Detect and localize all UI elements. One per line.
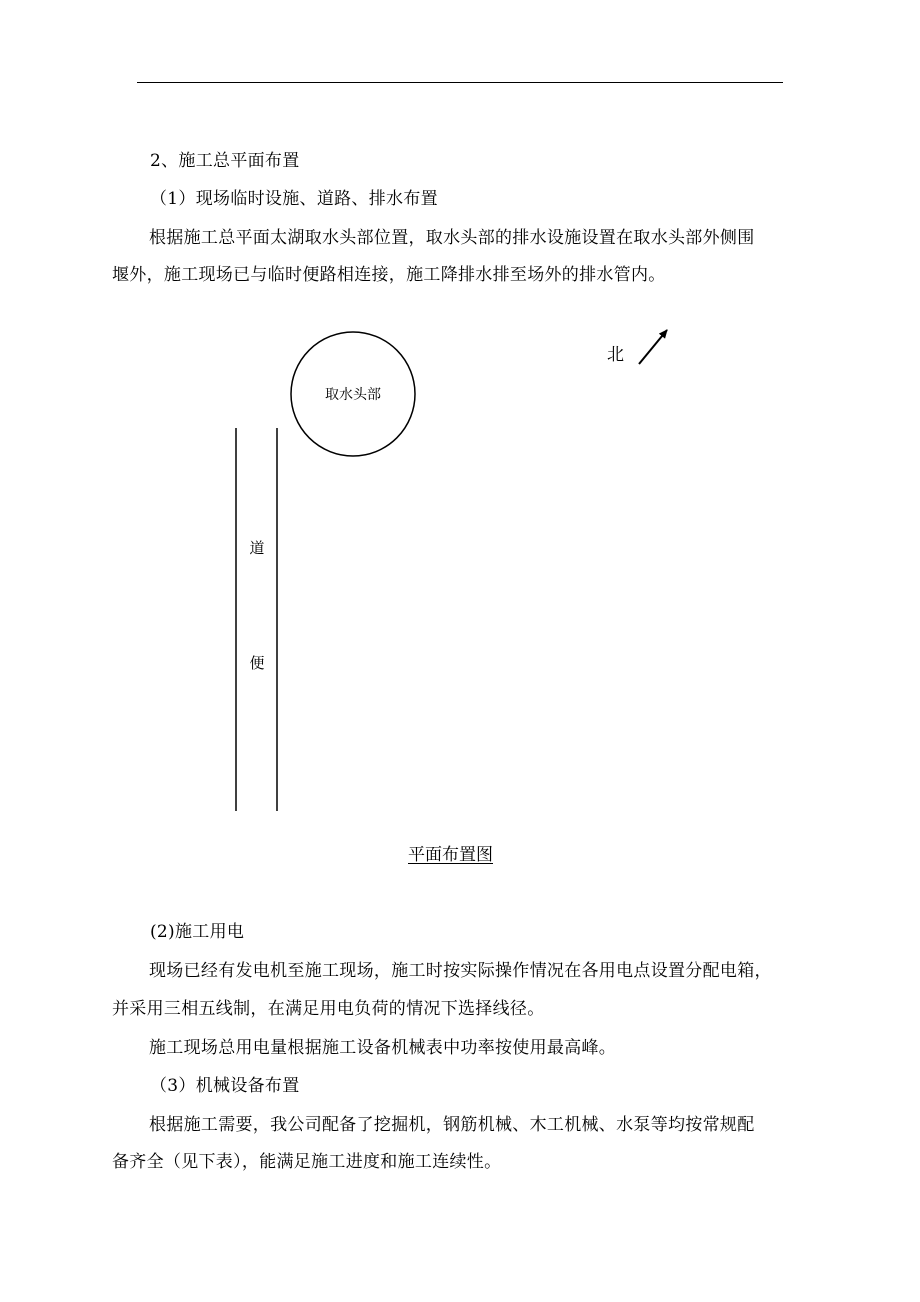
subsection-2-body-line-3: 施工现场总用电量根据施工设备机械表中功率按使用最高峰。 <box>149 1038 617 1058</box>
subsection-1-heading: （1）现场临时设施、道路、排水布置 <box>150 189 438 209</box>
subsection-3-body-line-2: 备齐全（见下表），能满足施工进度和施工连续性。 <box>112 1152 502 1172</box>
intake-head-label: 取水头部 <box>325 387 381 403</box>
subsection-3-body-line-1: 根据施工需要，我公司配备了挖掘机，钢筋机械、木工机械、水泵等均按常规配 <box>149 1115 755 1135</box>
road-label-char-1: 道 <box>249 539 265 557</box>
road-label-char-2: 便 <box>249 654 265 672</box>
subsection-2-body-line-2: 并采用三相五线制，在满足用电负荷的情况下选择线径。 <box>112 999 545 1019</box>
section-heading: 2、施工总平面布置 <box>150 151 300 171</box>
subsection-2-heading: (2)施工用电 <box>150 922 245 942</box>
subsection-1-body-line-1: 根据施工总平面太湖取水头部位置，取水头部的排水设施设置在取水头部外侧围 <box>149 228 755 248</box>
subsection-3-heading: （3）机械设备布置 <box>150 1076 300 1096</box>
figure-caption: 平面布置图 <box>408 845 493 865</box>
subsection-2-body-line-1: 现场已经有发电机至施工现场，施工时按实际操作情况在各用电点设置分配电箱， <box>149 961 772 981</box>
subsection-1-body-line-2: 堰外，施工现场已与临时便路相连接，施工降排水排至场外的排水管内。 <box>112 265 666 285</box>
north-arrow-icon <box>639 330 667 364</box>
north-label: 北 <box>607 345 624 365</box>
